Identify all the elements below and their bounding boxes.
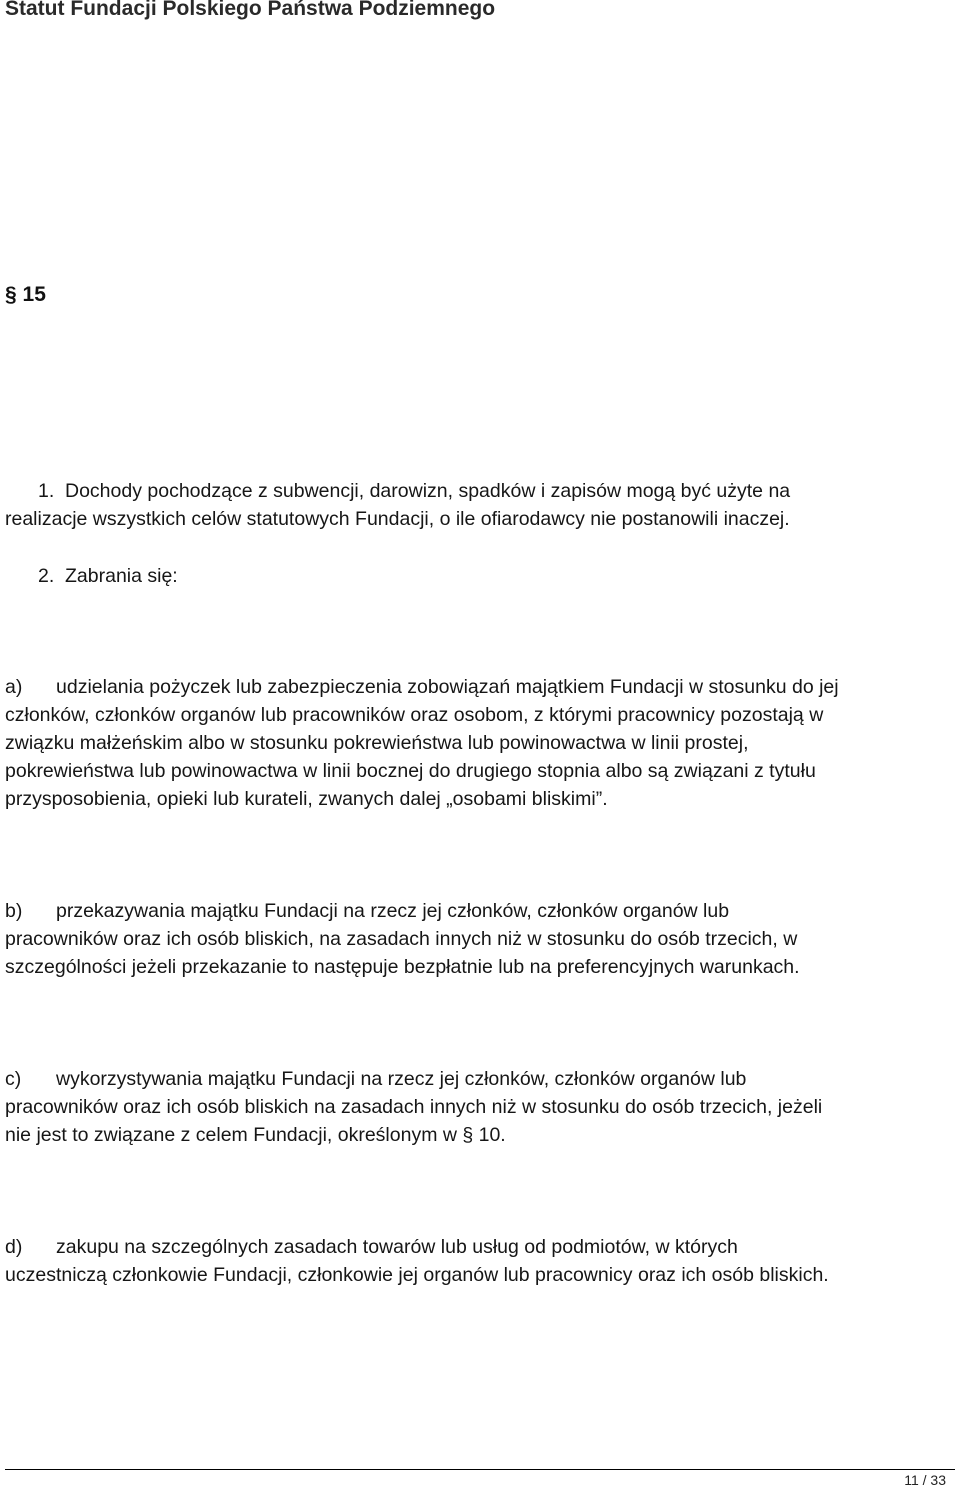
paragraph-line [5, 477, 955, 505]
paragraph-line: realizacje wszystkich celów statutowych Fundacji, o ile ofiarodawcy nie postanowili inaczej. [5, 508, 790, 530]
paragraph-item-2 [5, 562, 955, 590]
paragraph-line [5, 673, 955, 701]
document-header-title: Statut Fundacji Polskiego Państwa Podziemnego [5, 0, 496, 20]
paragraph-line: pracowników oraz ich osób bliskich na zasadach innych niż w stosunku do osób trzecich, jeżeli [5, 1096, 823, 1118]
paragraph-line [5, 1065, 955, 1093]
paragraph-line: nie jest to związane z celem Fundacji, określonym w § 10. [5, 1124, 506, 1146]
paragraph-line: członków, członków organów lub pracowników oraz osobom, z którymi pracownicy pozostają w [5, 704, 824, 726]
item-text: Zabrania się: [65, 565, 178, 587]
subitem-d [5, 1233, 955, 1289]
paragraph-line: związku małżeńskim albo w stosunku pokrewieństwa lub powinowactwa w linii prostej, [5, 732, 749, 754]
paragraph-line: pracowników oraz ich osób bliskich, na zasadach innych niż w stosunku do osób trzecich, w [5, 928, 798, 950]
item-marker: 1. [38, 480, 55, 502]
subitem-marker: a) [5, 676, 23, 698]
subitem-text: zakupu na szczególnych zasadach towarów lub usług od podmiotów, w których [56, 1236, 738, 1258]
subitem-text: udzielania pożyczek lub zabezpieczenia zobowiązań majątkiem Fundacji w stosunku do jej [56, 676, 839, 698]
footer-divider [5, 1469, 955, 1470]
subitem-a [5, 673, 955, 813]
subitem-marker: b) [5, 900, 23, 922]
paragraph-line: pokrewieństwa lub powinowactwa w linii bocznej do drugiego stopnia albo są związani z tytułu [5, 760, 816, 782]
item-marker: 2. [38, 565, 55, 587]
paragraph-line: szczególności jeżeli przekazanie to następuje bezpłatnie lub na preferencyjnych warunkach. [5, 956, 800, 978]
page-number: 11 / 33 [904, 1472, 946, 1488]
paragraph-line [5, 1233, 955, 1261]
paragraph-line [5, 562, 955, 590]
item-text: Dochody pochodzące z subwencji, darowizn, spadków i zapisów mogą być użyte na [65, 480, 791, 502]
paragraph-line [5, 897, 955, 925]
subitem-marker: d) [5, 1236, 23, 1258]
subitem-marker: c) [5, 1068, 22, 1090]
subitem-c [5, 1065, 955, 1149]
subitem-text: przekazywania majątku Fundacji na rzecz jej członków, członków organów lub [56, 900, 730, 922]
section-symbol: § [5, 283, 17, 306]
paragraph-line: przysposobienia, opieki lub kurateli, zwanych dalej „osobami bliskimi”. [5, 788, 608, 810]
subitem-text: wykorzystywania majątku Fundacji na rzecz jej członków, członków organów lub [56, 1068, 747, 1090]
subitem-b [5, 897, 955, 981]
section-heading [5, 283, 46, 307]
paragraph-line: uczestniczą członkowie Fundacji, członkowie jej organów lub pracownicy oraz ich osób bliskich. [5, 1264, 829, 1286]
section-number: 15 [22, 283, 46, 306]
paragraph-item-1 [5, 477, 955, 533]
